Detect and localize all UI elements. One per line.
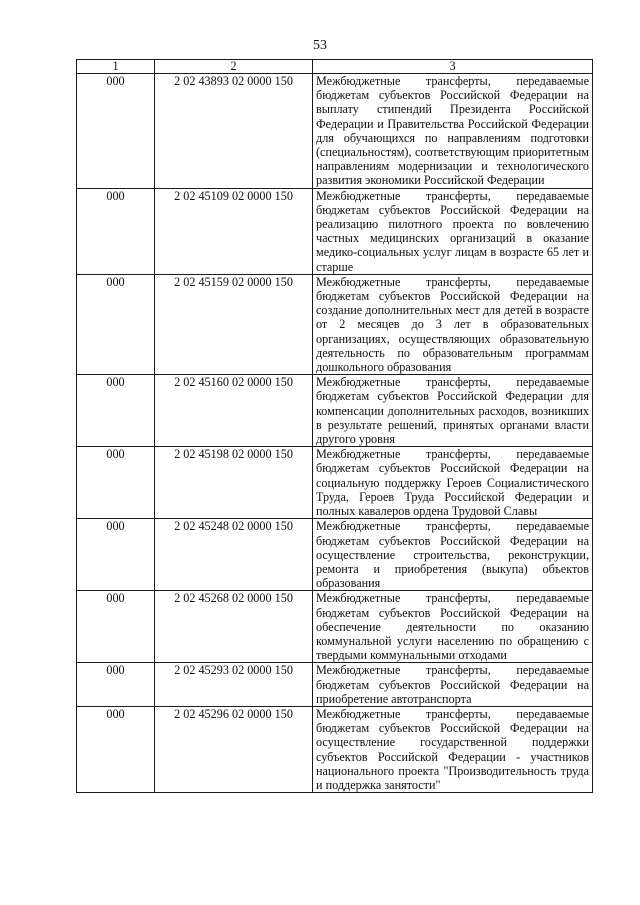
revenue-name-cell: Межбюджетные трансферты, передаваемые бюджетам субъектов Российской Федерации на социальную поддержку Героев Социалистического Труда, Героев Труда Российской Федерации и полных кавалеров ордена Трудовой Славы: [313, 447, 593, 519]
kbk-code-cell: 2 02 45268 02 0000 150: [155, 591, 313, 663]
table-row: [77, 519, 593, 591]
admin-code-cell: 000: [77, 375, 155, 447]
table-row: [77, 375, 593, 447]
admin-code-cell: 000: [77, 591, 155, 663]
kbk-code-cell: 2 02 45159 02 0000 150: [155, 274, 313, 374]
admin-code-cell: 000: [77, 447, 155, 519]
header-row: [77, 60, 593, 74]
revenue-name-cell: Межбюджетные трансферты, передаваемые бюджетам субъектов Российской Федерации на реализацию пилотного проекта по вовлечению частных медицинских организаций в оказание медико-социальных услуг лицам в возрасте 65 лет и старше: [313, 188, 593, 274]
table-row: [77, 447, 593, 519]
page-number: 53: [313, 38, 327, 53]
revenue-name-cell: Межбюджетные трансферты, передаваемые бюджетам субъектов Российской Федерации на приобретение автотранспорта: [313, 663, 593, 707]
column-header-1: 1: [77, 60, 155, 74]
table-row: [77, 591, 593, 663]
kbk-code-cell: 2 02 45109 02 0000 150: [155, 188, 313, 274]
revenue-name-cell: Межбюджетные трансферты, передаваемые бюджетам субъектов Российской Федерации на осуществление государственной поддержки субъектов Российской Федерации - участников национального проекта "Производительность труда и поддержка занятости": [313, 706, 593, 792]
admin-code-cell: 000: [77, 706, 155, 792]
kbk-code-cell: 2 02 45160 02 0000 150: [155, 375, 313, 447]
admin-code-cell: 000: [77, 274, 155, 374]
budget-classification-table: [76, 59, 593, 793]
kbk-code-cell: 2 02 45293 02 0000 150: [155, 663, 313, 707]
kbk-code-cell: 2 02 45248 02 0000 150: [155, 519, 313, 591]
table-row: [77, 74, 593, 189]
admin-code-cell: 000: [77, 188, 155, 274]
revenue-name-cell: Межбюджетные трансферты, передаваемые бюджетам субъектов Российской Федерации на осуществление строительства, реконструкции, ремонта и приобретения (выкупа) объектов образования: [313, 519, 593, 591]
admin-code-cell: 000: [77, 519, 155, 591]
table-row: [77, 274, 593, 374]
table-row: [77, 706, 593, 792]
table-row: [77, 663, 593, 707]
kbk-code-cell: 2 02 43893 02 0000 150: [155, 74, 313, 189]
kbk-code-cell: 2 02 45198 02 0000 150: [155, 447, 313, 519]
revenue-name-cell: Межбюджетные трансферты, передаваемые бюджетам субъектов Российской Федерации на выплату стипендий Президента Российской Федерации и Правительства Российской Федерации для обучающихся по направлениям подготовки (специальностям), соответствующим приоритетным направлениям модернизации и технологического развития экономики Российской Федерации: [313, 74, 593, 189]
admin-code-cell: 000: [77, 74, 155, 189]
kbk-code-cell: 2 02 45296 02 0000 150: [155, 706, 313, 792]
column-header-2: 2: [155, 60, 313, 74]
admin-code-cell: 000: [77, 663, 155, 707]
revenue-name-cell: Межбюджетные трансферты, передаваемые бюджетам субъектов Российской Федерации для компенсации дополнительных расходов, возникших в результате решений, принятых органами власти другого уровня: [313, 375, 593, 447]
table-row: [77, 188, 593, 274]
revenue-name-cell: Межбюджетные трансферты, передаваемые бюджетам субъектов Российской Федерации на создание дополнительных мест для детей в возрасте от 2 месяцев до 3 лет в образовательных организациях, осуществляющих образовательную деятельность по образовательным программам дошкольного образования: [313, 274, 593, 374]
column-header-3: 3: [313, 60, 593, 74]
revenue-name-cell: Межбюджетные трансферты, передаваемые бюджетам субъектов Российской Федерации на обеспечение деятельности по оказанию коммунальной услуги населению по обращению с твердыми коммунальными отходами: [313, 591, 593, 663]
